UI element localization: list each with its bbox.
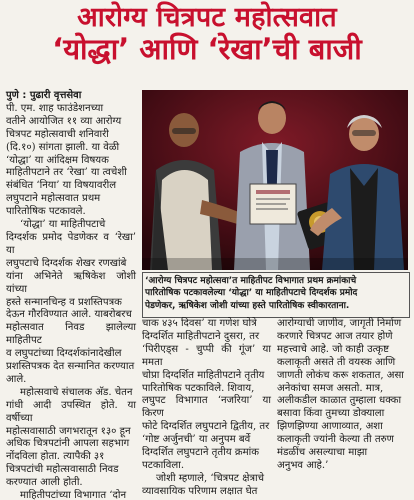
- article-line: अलीकडील काळात तुम्हाला धक्का: [277, 395, 402, 407]
- article-line: प्रशस्तिपत्रक देत सन्मानित करण्यात: [6, 361, 135, 373]
- article-line: संबंधित ‘निया’ या विषयावरील: [6, 180, 117, 192]
- article-line: (दि.१०) सांगता झाली. या वेळी: [6, 141, 120, 153]
- headline-line-1: आरोग्य चित्रपट महोत्सवात: [77, 2, 337, 33]
- article-line: पटकाविला.: [142, 459, 185, 471]
- article-line: हस्ते सन्मानचिन्ह व प्रशस्तिपत्रक: [6, 296, 122, 308]
- article-line: कलाकृती ज्यांनी केल्या ती तरुण: [277, 434, 394, 446]
- article-line: दिग्दर्शक प्रमोद पेडणेकर व ‘रेखा’ या: [6, 231, 136, 256]
- caption-line: ‘आरोग्य चित्रपट महोत्सवा’त माहितीपट विभागात प्रथम क्रमांकाचे: [145, 276, 357, 286]
- article-line: लघुपट विभागात ‘नजरिया’ या किरण: [142, 395, 271, 420]
- photo-illustration: [142, 90, 408, 270]
- article-column-1: [6, 90, 136, 500]
- article-line: फोटे दिग्दर्शित लघुपटाने द्वितीय, तर: [142, 421, 270, 433]
- article-line: ‘गोष्ट अर्जुनची’ या अनुपम बर्वे: [142, 434, 251, 446]
- article-line: आले.: [6, 373, 27, 385]
- article-line: व लघुपटांच्या दिग्दर्शकांनादेखील: [6, 348, 122, 360]
- article-line: जाणती लोकंच करू शकतात, असा: [277, 369, 404, 381]
- article-line: चित्रपटांची महोत्सवासाठी निवड: [6, 464, 119, 476]
- article-line: पारितोषिक पटकाविले. शिवाय,: [142, 382, 255, 394]
- article-line: दिग्दर्शित माहितीपटाने दुसरा, तर: [142, 330, 260, 342]
- article-line: बसावा किंवा तुमच्या डोक्याला: [277, 408, 385, 420]
- headline-line-2: ‘योद्धा’ आणि ‘रेखा’ची बाजी: [52, 32, 362, 67]
- article-line: ‘योद्धा’ या माहितीपटाचे: [20, 219, 106, 231]
- article-line: अधिक चित्रपटांनी आपला सहभाग: [6, 438, 130, 450]
- article-line: झिणझिण्या आणाव्यात, अशा: [277, 421, 383, 433]
- article-line: यांना अभिनेते ऋषिकेश जोशी यांच्या: [6, 270, 136, 295]
- article-line: चोप्रा दिग्दर्शित माहितीपटाने तृतीय: [142, 369, 265, 381]
- article-line: चित्रपट महोत्सवाची शनिवारी: [6, 128, 109, 140]
- article-line: महोत्सवाचे संचालक अ‍ॅड. चेतन: [20, 386, 133, 398]
- article-column-3: [277, 318, 408, 473]
- article-line: महत्त्वाचे आहे. जो काही उत्कृष्ट: [277, 343, 389, 355]
- article-line: पारितोषिक पटकावले.: [6, 206, 86, 218]
- caption-line: पारितोषिक पटकावलेल्या ‘योद्धा’ या माहितीपटाचे दिग्दर्शक प्रमोद: [145, 288, 358, 299]
- article-line: करणारे चित्रपट आज तयार होणे: [277, 330, 393, 342]
- article-line: देऊन गौरविण्यात आले. याबरोबरच: [6, 309, 132, 321]
- award-ceremony-photo: [142, 90, 408, 270]
- article-line: चाक ४३५ दिवस’ या गणेश घोत्रे: [142, 318, 257, 329]
- dateline: पुणे : पुढारी वृत्तसेवा: [6, 90, 82, 101]
- article-line: माहितीपटाने तर ‘रेखा’ या त्वचेशी: [6, 167, 127, 179]
- article-line: अनुभव आहे.’: [277, 459, 329, 471]
- article-line: अनेकांचा समज असतो. मात्र,: [277, 382, 384, 394]
- article-line: नोंदविला होता. त्यापैकी ३१: [6, 451, 105, 463]
- article-line: महोत्सवासाठी जगभरातून १३० हून: [6, 425, 131, 437]
- article-line: कलाकृती असते ती वयस्क आणि: [277, 356, 396, 368]
- photo-caption: [142, 272, 410, 318]
- article-line: लघुपटाचे दिग्दर्शक शेखर रणखांबे: [6, 257, 127, 269]
- article-line: लघुपटाने महोत्सवात प्रथम: [6, 193, 101, 205]
- article-line: आरोग्याची जाणीव, जागृती निर्माण: [277, 318, 402, 329]
- caption-line: पेडणेकर, ऋषिकेश जोशी यांच्या हस्ते पारितोषिक स्वीकारताना.: [145, 300, 350, 311]
- article-column-2: [142, 318, 271, 499]
- article-line: ‘पिरीएड्स - चुप्पी की गूंज’ या ममता: [142, 343, 271, 368]
- headline: [0, 4, 414, 65]
- article-line: पी. एम. शाह फाउंडेशनच्या: [6, 102, 104, 114]
- article-line: महोत्सवात निवड झालेल्या माहितीपट: [6, 322, 136, 347]
- article-line: मंडळींच असल्याचा माझा: [277, 447, 368, 459]
- article-line: ‘योद्धा’ या आंदिक्षम विषयक: [6, 154, 109, 166]
- article-line: दिग्दर्शित लघुपटाने तृतीय क्रमांक: [142, 447, 260, 459]
- article-line: माहितीपटांच्या विभागात ‘दोन: [20, 490, 127, 500]
- article-line: गांधी आदी उपस्थित होते. या वर्षीच्या: [6, 399, 136, 424]
- article-line: करण्यात आली होती.: [6, 477, 83, 489]
- article-line: वतीने आयोजित ११ व्या आरोग्य: [6, 115, 122, 127]
- article-column-1-body: [6, 103, 136, 500]
- article-line: व्यावसायिक परिणाम लक्षात घेत: [142, 485, 258, 497]
- article-line: जोशी म्हणाले, ‘चित्रपट क्षेत्राचे: [156, 472, 265, 484]
